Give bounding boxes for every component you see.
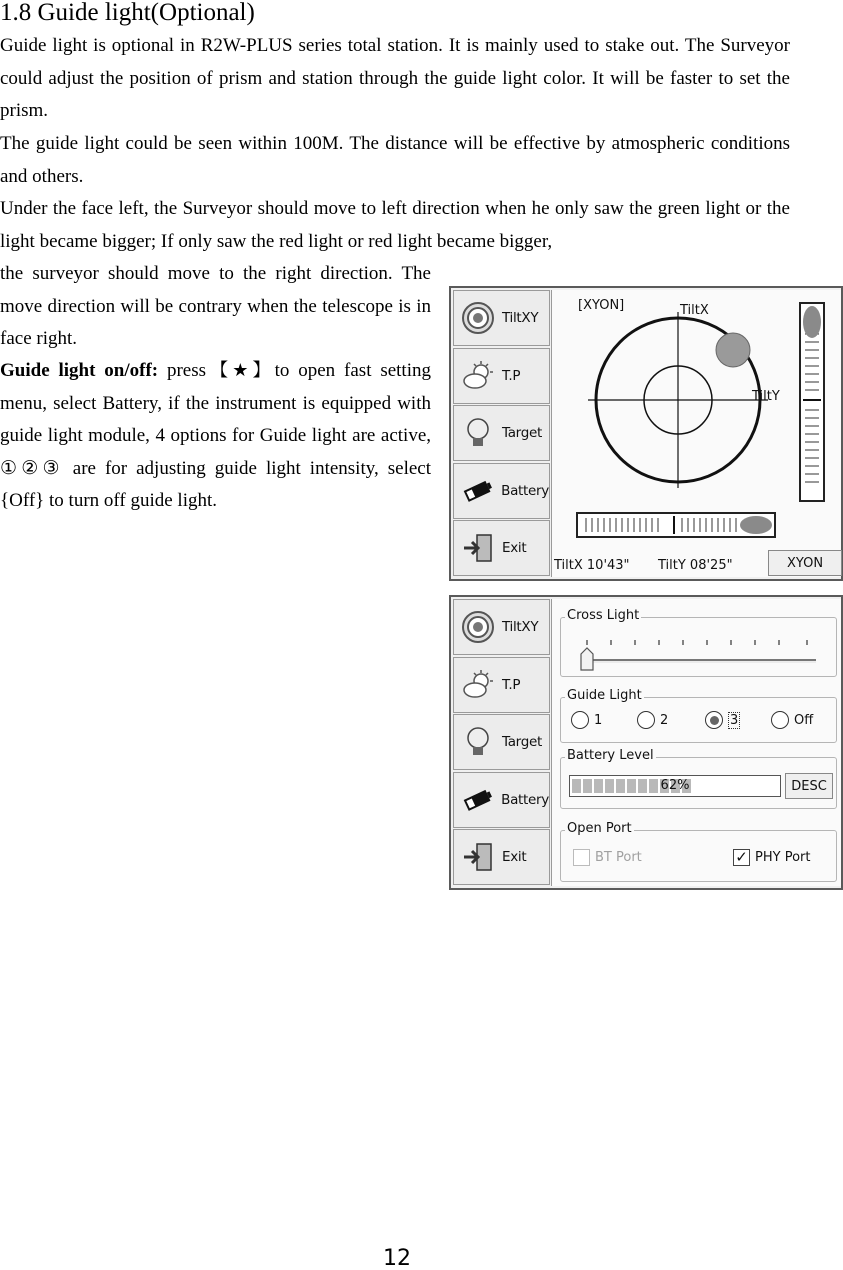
menu-target-button[interactable]: [453, 714, 550, 770]
xyon-button[interactable]: XYON: [768, 550, 842, 576]
paragraph-direction-cont: [0, 258, 431, 356]
radio-label: 3: [730, 712, 739, 728]
bt-port-label: BT Port: [595, 850, 642, 865]
menu-label: Battery: [501, 791, 549, 808]
checkbox-unchecked[interactable]: [573, 849, 590, 866]
battery-icon: [460, 782, 495, 818]
tiltx-value: TiltX 10'43": [554, 558, 630, 573]
xyon-status-label: [XYON]: [578, 298, 625, 313]
tilt-screen: [449, 286, 843, 581]
battery-icon: [460, 473, 495, 509]
radio-button-selected[interactable]: [705, 711, 723, 729]
radio-label: 2: [660, 712, 669, 728]
lightbulb-icon: [460, 415, 496, 451]
guide-light-option-2[interactable]: [637, 711, 668, 729]
menu-target-button[interactable]: [453, 405, 550, 461]
bt-port-checkbox[interactable]: [573, 849, 642, 866]
menu-tiltxy-button[interactable]: [453, 290, 550, 346]
paragraph-direction: [0, 193, 790, 258]
menu-battery-button[interactable]: [453, 463, 550, 519]
menu-label: TiltXY: [502, 310, 539, 326]
target-icon: [460, 609, 496, 645]
target-icon: [460, 300, 496, 336]
paragraph-intro: Guide light is optional in R2W-PLUS series total station. It is mainly used to stake out. The Surveyor could adjust the position of prism and station through the guide light color. It will be faster to set the prism.: [0, 35, 790, 122]
cross-light-group: [560, 608, 837, 677]
radio-label: Off: [794, 712, 814, 728]
menu-exit-button[interactable]: [453, 520, 550, 576]
weather-icon: [460, 358, 496, 394]
cross-light-slider[interactable]: [561, 618, 836, 676]
menu-label: TiltXY: [502, 619, 539, 635]
direction-text-full: Under the face left, the Surveyor should move to left direction when he only saw the green light or the light became bigger; If only saw the red light or red light became bigger,: [0, 198, 790, 252]
radio-button[interactable]: [771, 711, 789, 729]
menu-label: Target: [502, 734, 542, 750]
menu-label: T.P: [502, 367, 521, 384]
menu-label: T.P: [502, 676, 521, 693]
menu-label: Exit: [502, 540, 527, 556]
open-port-title: Open Port: [567, 821, 632, 836]
menu-tp-button[interactable]: [453, 348, 550, 404]
battery-level-title: Battery Level: [567, 748, 654, 763]
guide-toggle-label: Guide light on/off:: [0, 360, 159, 381]
star-key: 【★】: [206, 360, 275, 381]
direction-text-narrow: the surveyor should move to the right direction. The move direction will be contrary when the telescope is in face right.: [0, 263, 431, 350]
radio-label: 1: [594, 712, 603, 728]
menu-tp-button[interactable]: [453, 657, 550, 713]
tilty-axis-label: TiltY: [752, 389, 780, 404]
checkbox-checked[interactable]: ✓: [733, 849, 750, 866]
menu-label: Battery: [501, 482, 549, 499]
battery-level-group: [560, 748, 837, 809]
menu-tiltxy-button[interactable]: [453, 599, 550, 655]
guide-light-title: Guide Light: [567, 688, 642, 703]
battery-percent: 62%: [660, 778, 690, 793]
battery-progress-bar: [569, 775, 781, 797]
open-port-group: [560, 821, 837, 882]
radio-button[interactable]: [637, 711, 655, 729]
side-menu: [453, 599, 550, 886]
guide-toggle-press: press: [158, 360, 207, 381]
page-number: 12: [383, 1246, 411, 1270]
menu-exit-button[interactable]: [453, 829, 550, 885]
phy-port-checkbox[interactable]: [733, 849, 810, 866]
tiltx-horizontal-scale: [576, 512, 776, 538]
phy-port-label: PHY Port: [755, 850, 811, 865]
paragraph-guide-toggle: [0, 355, 431, 518]
guide-light-option-1[interactable]: [571, 711, 602, 729]
guide-light-group: [560, 688, 837, 743]
desc-button[interactable]: DESC: [785, 773, 833, 799]
radio-button[interactable]: [571, 711, 589, 729]
side-menu: [453, 290, 550, 577]
lightbulb-icon: [460, 724, 496, 760]
tilty-value: TiltY 08'25": [658, 558, 733, 573]
guide-toggle-text: to open fast setting menu, select Battery, if the instrument is equipped with guide light module, 4 options for Guide light are active, ①②③ are for adjusting guide light intensity, select {Off} to turn off guide light.: [0, 360, 431, 512]
paragraph-range: The guide light could be seen within 100M. The distance will be effective by atmospheric conditions and others.: [0, 133, 790, 187]
tilt-panel: [551, 290, 841, 577]
tilty-vertical-scale: [799, 302, 825, 502]
settings-panel: [551, 599, 841, 886]
level-bubble-graphic: [552, 290, 802, 550]
exit-door-icon: [460, 839, 496, 875]
cross-light-title: Cross Light: [567, 608, 640, 623]
menu-label: Exit: [502, 849, 527, 865]
guide-light-option-3[interactable]: [705, 711, 740, 729]
settings-screen: [449, 595, 843, 890]
section-heading: 1.8 Guide light(Optional): [0, 0, 255, 26]
menu-battery-button[interactable]: [453, 772, 550, 828]
exit-door-icon: [460, 530, 496, 566]
weather-icon: [460, 667, 496, 703]
guide-light-option-off[interactable]: [771, 711, 813, 729]
menu-label: Target: [502, 425, 542, 441]
tiltx-axis-label: TiltX: [680, 303, 709, 318]
